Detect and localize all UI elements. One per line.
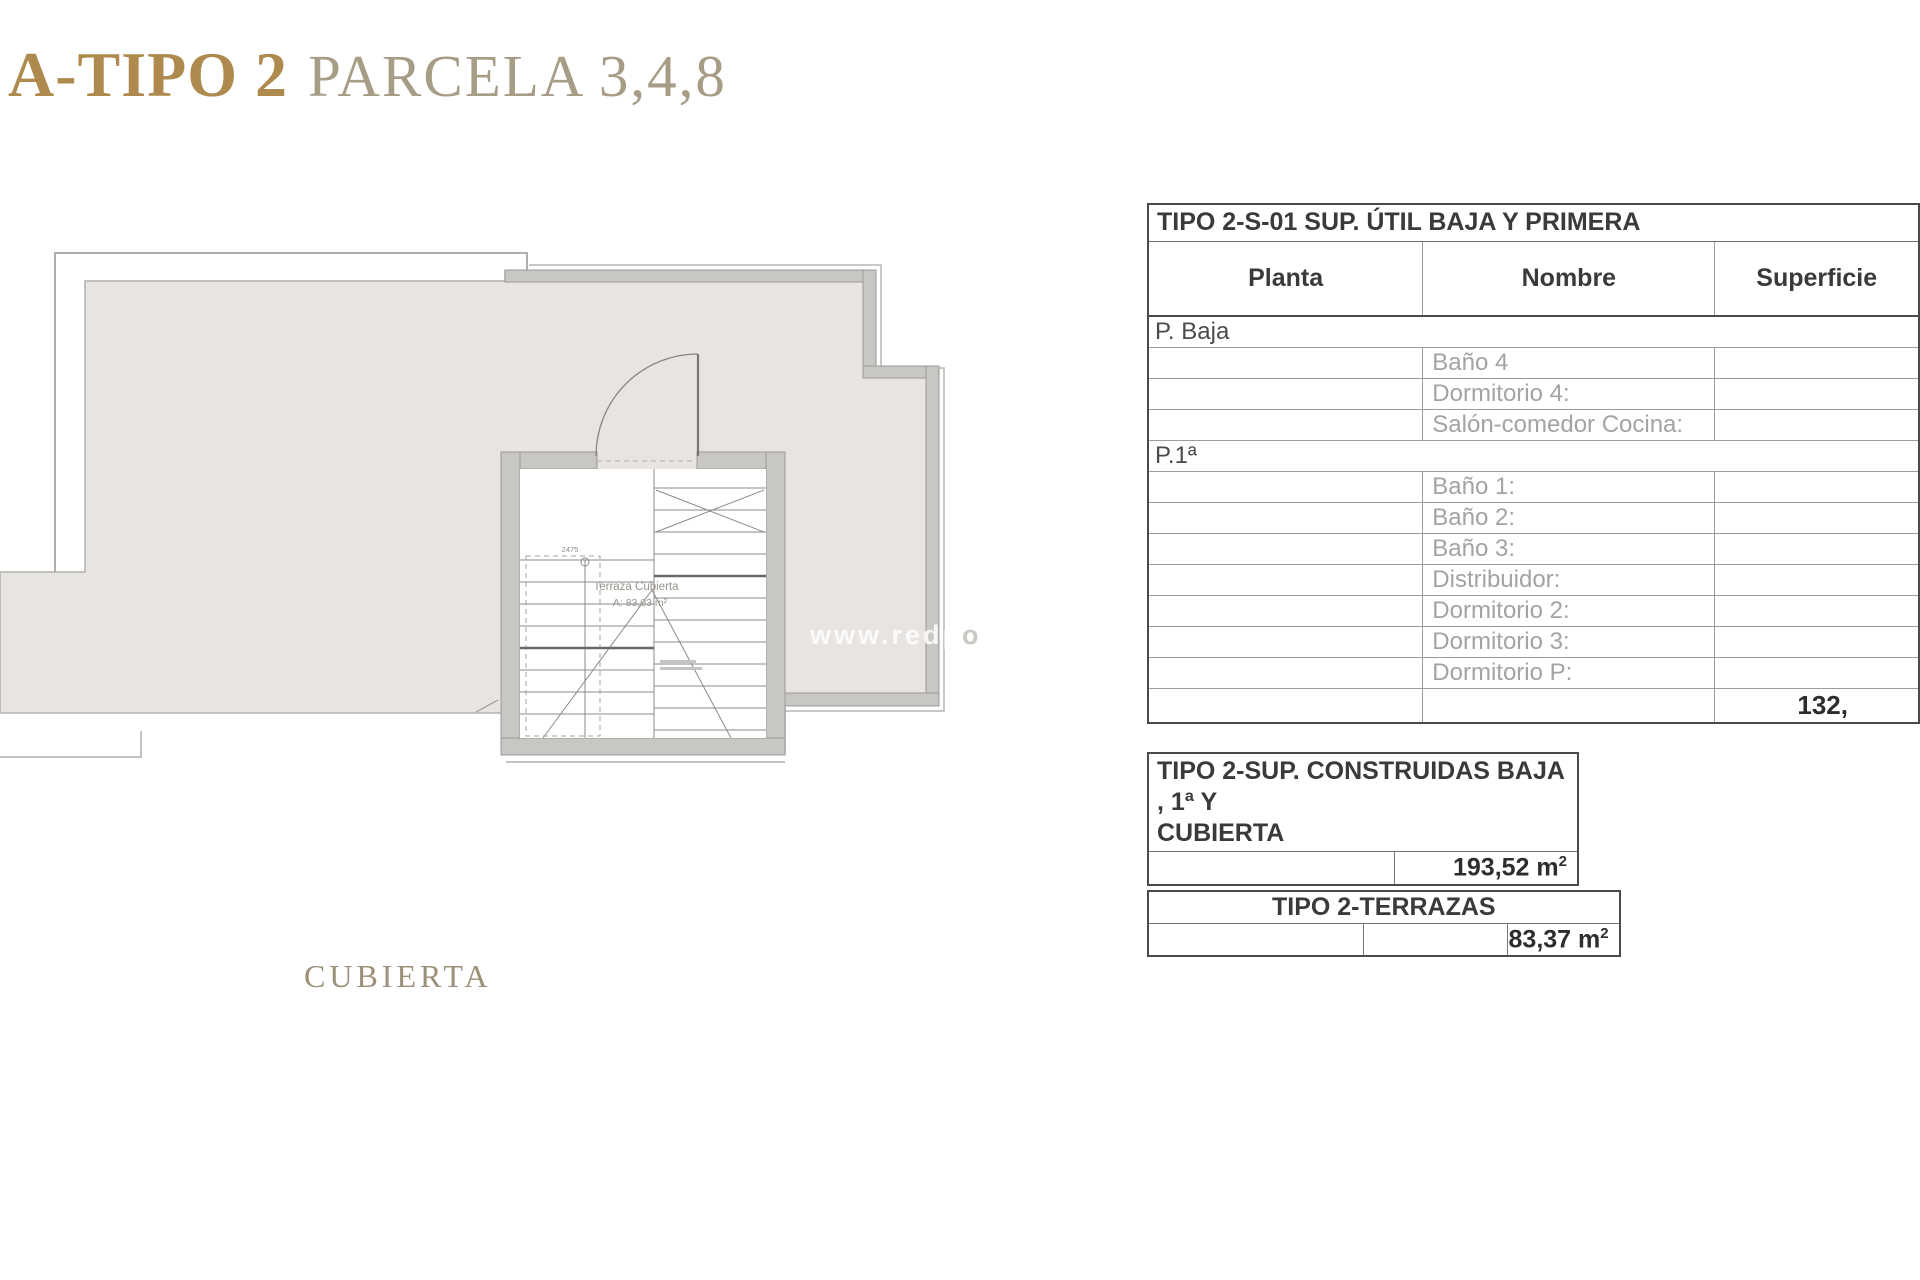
superficie-cell	[1715, 348, 1919, 379]
superficie-cell	[1715, 410, 1919, 441]
planta-cell	[1148, 565, 1423, 596]
planta-cell	[1148, 534, 1423, 565]
terrazas-value-unit: m	[1578, 925, 1601, 954]
page-title-parcela: PARCELA 3,4,8	[308, 43, 727, 109]
room-cell: Dormitorio P:	[1423, 658, 1715, 689]
util-surface-table	[1147, 203, 1920, 724]
superficie-cell	[1715, 534, 1919, 565]
stair-dim-label: 2475	[561, 545, 579, 554]
terrace-area-shape	[0, 272, 936, 753]
room-cell: Baño 4	[1423, 348, 1715, 379]
wall-right-upper	[863, 270, 876, 376]
terrazas-value-number: 83,37	[1508, 925, 1572, 954]
total-planta-cell	[1148, 689, 1423, 724]
stair-wall-bottom	[501, 738, 785, 755]
planta-cell	[1148, 627, 1423, 658]
floor-plan	[0, 0, 963, 1010]
stair-note-mark	[660, 667, 702, 670]
section-row-p1: P.1ª	[1148, 441, 1919, 472]
terrazas-value	[1507, 924, 1620, 957]
construidas-title-line2: CUBIERTA	[1157, 819, 1285, 847]
terrazas-value-sup: 2	[1600, 925, 1609, 942]
construidas-value-number: 193,52	[1453, 853, 1530, 882]
total-nombre-cell	[1423, 689, 1715, 724]
terrazas-empty-cell	[1148, 924, 1363, 957]
wall-bottom-right	[777, 693, 939, 706]
planta-cell	[1148, 348, 1423, 379]
superficie-cell	[1715, 472, 1919, 503]
construidas-empty-cell	[1148, 852, 1394, 885]
planta-cell	[1148, 472, 1423, 503]
superficie-cell	[1715, 565, 1919, 596]
room-cell: Dormitorio 3:	[1423, 627, 1715, 658]
room-cell: Baño 2:	[1423, 503, 1715, 534]
room-cell: Dormitorio 2:	[1423, 596, 1715, 627]
room-cell: Salón-comedor Cocina:	[1423, 410, 1715, 441]
page-title-type: A-TIPO 2	[8, 39, 288, 110]
superficie-cell	[1715, 596, 1919, 627]
construidas-value	[1394, 852, 1578, 885]
col-header-planta: Planta	[1148, 241, 1423, 316]
col-header-nombre: Nombre	[1423, 241, 1715, 316]
planta-cell	[1148, 410, 1423, 441]
watermark	[810, 620, 982, 651]
floor-label: CUBIERTA	[304, 958, 492, 994]
wall-top	[505, 270, 874, 282]
planta-cell	[1148, 658, 1423, 689]
room-cell: Distribuidor:	[1423, 565, 1715, 596]
room-cell: Baño 1:	[1423, 472, 1715, 503]
construidas-value-unit: m	[1536, 853, 1559, 882]
superficie-cell	[1715, 658, 1919, 689]
exterior-line	[0, 731, 141, 757]
wall-right-lower	[926, 366, 939, 706]
stair-note-mark	[660, 660, 696, 663]
planta-cell	[1148, 379, 1423, 410]
watermark-text-tail: o	[962, 620, 982, 650]
util-table-title: TIPO 2-S-01 SUP. ÚTIL BAJA Y PRIMERA	[1148, 204, 1919, 241]
stair-wall-right	[766, 452, 785, 755]
total-superficie-value: 132,	[1715, 689, 1919, 724]
terrazas-table	[1147, 890, 1621, 957]
construidas-title	[1148, 753, 1578, 852]
planta-cell	[1148, 596, 1423, 627]
construidas-table	[1147, 752, 1579, 886]
superficie-cell	[1715, 379, 1919, 410]
construidas-value-sup: 2	[1558, 853, 1567, 871]
terrazas-empty-cell	[1363, 924, 1507, 957]
watermark-text: www.redp	[810, 620, 963, 650]
section-row-pbaja: P. Baja	[1148, 316, 1919, 348]
superficie-cell	[1715, 627, 1919, 658]
terrace-area-label: A: 83,03 m²	[612, 597, 668, 609]
superficie-cell	[1715, 503, 1919, 534]
terrazas-title: TIPO 2-TERRAZAS	[1148, 891, 1620, 924]
stair-wall-left	[501, 452, 520, 755]
col-header-superficie: Superficie	[1715, 241, 1919, 316]
room-cell: Dormitorio 4:	[1423, 379, 1715, 410]
room-cell: Baño 3:	[1423, 534, 1715, 565]
construidas-title-line1: TIPO 2-SUP. CONSTRUIDAS BAJA , 1ª Y	[1157, 757, 1565, 816]
planta-cell	[1148, 503, 1423, 534]
terrace-label: Terraza Cubierta	[593, 581, 679, 593]
